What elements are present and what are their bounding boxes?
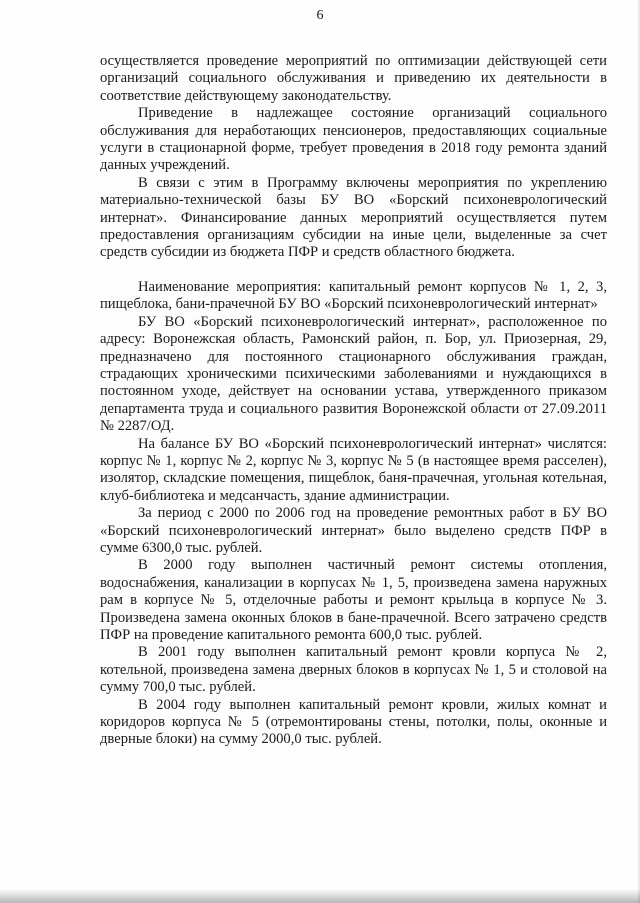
paragraph-3: В связи с этим в Программу включены мероприятия по укреплению материально-технической базы БУ ВО «Борский психоневрологический интернат». Финансирование данных мероприятий осуществляется путем предоставления организациям субсидии на иные цели, выделенные за счет средств субсидии из бюджета ПФР и средств областного бюджета.	[100, 174, 607, 261]
page-number: 6	[316, 8, 324, 23]
paragraph-5: БУ ВО «Борский психоневрологический интернат», расположенное по адресу: Воронежская область, Рамонский район, п. Бор, ул. Приозерная, 29, предназначено для постоянного стационарного обслуживания граждан, страдающих хроническими психическими заболеваниями и нуждающихся в постоянном уходе, действует на основании устава, утвержденного приказом департамента труда и социального развития Воронежской области от 27.09.2011 № 2287/ОД.	[100, 313, 607, 435]
paragraph-event-name: Наименование мероприятия: капитальный ремонт корпусов № 1, 2, 3, пищеблока, бани-прачечной БУ ВО «Борский психоневрологический интернат»	[100, 278, 607, 313]
paragraph-2: Приведение в надлежащее состояние организаций социального обслуживания для неработающих пенсионеров, предоставляющих социальные услуги в стационарной форме, требует проведения в 2018 году ремонта зданий данных учреждений.	[100, 105, 607, 174]
scan-bottom-shadow	[0, 889, 640, 903]
document-body	[100, 53, 607, 749]
paragraph-10: В 2004 году выполнен капитальный ремонт кровли, жилых комнат и коридоров корпуса № 5 (отремонтированы стены, потолки, полы, оконные и дверные блоки) на сумму 2000,0 тыс. рублей.	[100, 696, 607, 748]
paragraph-8: В 2000 году выполнен частичный ремонт системы отопления, водоснабжения, канализации в корпусах № 1, 5, произведена замена наружных рам в корпусе № 5, отделочные работы и ремонт крыльца в корпусе № 3. Произведена замена оконных блоков в бане-прачечной. Всего затрачено средств ПФР на проведение капитального ремонта 600,0 тыс. рублей.	[100, 557, 607, 643]
paragraph-9: В 2001 году выполнен капитальный ремонт кровли корпуса № 2, котельной, произведена замена дверных блоков в корпусах № 1, 5 и столовой на сумму 700,0 тыс. рублей.	[100, 644, 607, 696]
paragraph-6: На балансе БУ ВО «Борский психоневрологический интернат» числятся: корпус № 1, корпус № 2, корпус № 3, корпус № 5 (в настоящее время расселен), изолятор, складские помещения, пищеблок, баня-прачечная, угольная котельная, клуб-библиотека и медсанчасть, здание администрации.	[100, 435, 607, 504]
paragraph-1: осуществляется проведение мероприятий по оптимизации действующей сети организаций социального обслуживания и приведению их деятельности в соответствие действующему законодательству.	[100, 53, 607, 104]
paragraph-7: За период с 2000 по 2006 год на проведение ремонтных работ в БУ ВО «Борский психоневрологический интернат» было выделено средств ПФР в сумме 6300,0 тыс. рублей.	[100, 505, 607, 556]
